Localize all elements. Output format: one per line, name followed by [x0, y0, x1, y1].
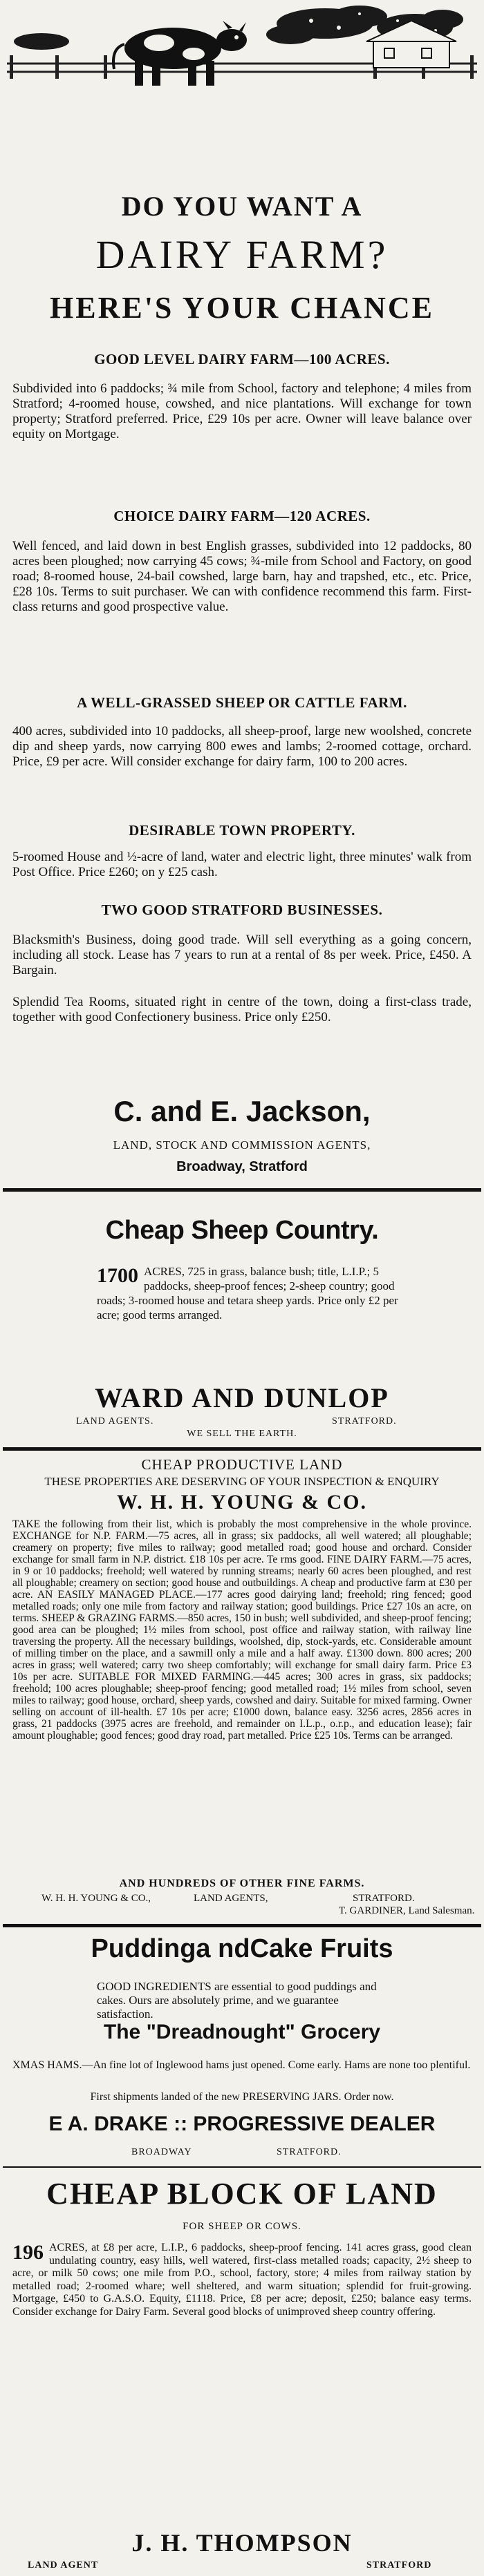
young-location: STRATFORD.	[353, 1893, 415, 1904]
drake-shop-name: The "Dreadnought" Grocery	[103, 2021, 381, 2043]
agent-role-jackson: LAND, STOCK AND COMMISSION AGENTS,	[113, 1138, 371, 1152]
block-acreage-figure: 196	[12, 2241, 44, 2264]
young-subtitle: THESE PROPERTIES ARE DESERVING OF YOUR INSPECTION & ENQUIRY	[44, 1475, 440, 1488]
heading-desirable-town-property: DESIRABLE TOWN PROPERTY.	[129, 822, 355, 839]
ad-title-cheap-productive-land: CHEAP PRODUCTIVE LAND	[141, 1456, 343, 1473]
listing-good-level-dairy-farm-text: Subdivided into 6 paddocks; ¾ mile from School, factory and telephone; 4 miles from Stratford; 4-roomed house, cowshed, and nice plantations. Will exchange for town property; Stratford preferred. Price, £29 10s per acre. Owner will leave balance over equity on Mortgage.	[12, 381, 472, 441]
divider	[3, 1188, 481, 1192]
heading-sheep-or-cattle-farm: A WELL-GRASSED SHEEP OR CATTLE FARM.	[77, 694, 407, 711]
agent-role-ward-dunlop: LAND AGENTS.	[76, 1416, 154, 1427]
drake-dealer-name: E A. DRAKE :: PROGRESSIVE DEALER	[48, 2112, 436, 2135]
agent-name-jackson: C. and E. Jackson,	[113, 1095, 371, 1127]
drake-location: STRATFORD.	[277, 2147, 342, 2157]
headline-dairy-farm: DAIRY FARM?	[95, 232, 389, 277]
agent-name-ward-dunlop: WARD AND DUNLOP	[95, 1382, 389, 1413]
drake-address: BROADWAY	[131, 2147, 192, 2157]
agent-name-thompson: J. H. THOMPSON	[131, 2529, 353, 2557]
listing-blacksmith-business-text: Blacksmith's Business, doing good trade. Will sell everything as a going concern, including all stock. Lease has 7 years to run at a rental of 8s per week. Price, £450. A Bargain.	[12, 933, 472, 977]
ad-text-cheap-block-of-land	[12, 2242, 472, 2318]
headline-chance: HERE'S YOUR CHANCE	[50, 291, 434, 325]
drake-intro-text: GOOD INGREDIENTS are essential to good puddings and cakes. Ours are absolutely prime, and we guarantee satisfaction.	[97, 1980, 377, 2021]
ad-title-pudding-cake-fruits: Puddinga ndCake Fruits	[91, 1934, 393, 1963]
listing-desirable-town-property-text: 5-roomed House and ½-acre of land, water and electric light, three minutes' walk from Post Office. Price £260; on y £25 cash.	[12, 850, 472, 879]
heading-choice-dairy-farm: CHOICE DAIRY FARM—120 ACRES.	[113, 508, 371, 524]
heading-good-level-dairy-farm: GOOD LEVEL DAIRY FARM—100 ACRES.	[94, 351, 390, 368]
listing-choice-dairy-farm-text: Well fenced, and laid down in best English grasses, subdivided into 12 paddocks, 80 acres been ploughed; now carrying 45 cows; ¾-mile from School and Factory, on good road; 8-roomed house, 24-bail cowshed, large barn, hay and trapshed, etc., etc. Price, £28 10s. Terms to suit purchaser. We can with confidence recommend this farm. First-class returns and good prospective value.	[12, 539, 472, 614]
ad-body-cheap-sheep-country: ACRES, 725 in grass, balance bush; title, L.I.P.; 5 paddocks, sheep-proof fences; 2-sheep country; good roads; 3-roomed house and tetara sheep yards. Price only £2 per acre; good terms arranged.	[97, 1265, 398, 1322]
dairy-farm-illustration	[0, 0, 484, 90]
ad-body-young: TAKE the following from their list, which is probably the most comprehensive in the whole province. EXCHANGE for N.P. FARM.—75 acres, all in grass; six paddocks, all well watered; all ploughable; creamery on property; five miles to railway; good metalled road; good house and orchard. Consider exchange for small farm in N.P. district. £18 10s per acre. Te rms good. FINE DAIRY FARM.—75 acres, in 9 or 10 paddocks; freehold; well watered by running streams; nearly 60 acres been ploughed, and rest all ploughable; creamery on section; good house and outbuildings. A cheap and productive farm at £30 per acre. AN EASILY MANAGED PLACE.—177 acres good dairying land; freehold; ring fenced; good metalled roads; only one mile from factory and railway station; good buildings. Price £27 10s an acre, on terms. SHEEP & GRAZING FARMS.—850 acres, 150 in bush; well subdivided, and sheep-proof fencing; good area can be ploughed; 1½ miles from school, post office and railway station, with railway line traversing the property. All the necessary buildings, woolshed, dip, stock-yards, etc. Considerable amount of milling timber on the place, and a sawmill only a mile and a half away. £1300 down. 800 acres; 200 acres in grass; well watered; carry two sheep comfortably; will exchange for small dairy farm. Price £3 10s per acre. SUITABLE FOR MIXED FARMING.—445 acres; 300 acres in grass, six paddocks; freehold; 100 acres ploughable; sheep-proof fencing; good metalled road; 1½ miles from school, seven miles to railway; good house, orchard, sheep yards, cowshed and dairy. Suitable for mixed farming. Owner selling on account of ill-health. £7 10s per acre; £1000 down, balance easy. 3256 acres, 2856 acres in grass, 21 paddocks (3975 acres are freehold, and remainder on I.L.p., o.r.p., and education lease); fair amount ploughable; good fences; good dray road, part metalled. Price £25 10s. Terms can be arranged.	[12, 1518, 472, 1742]
ad-title-cheap-block-of-land: CHEAP BLOCK OF LAND	[46, 2177, 438, 2211]
thompson-location: STRATFORD	[366, 2560, 432, 2570]
young-role: LAND AGENTS,	[194, 1893, 268, 1904]
ad-body-thompson: ACRES, at £8 per acre, L.I.P., 6 paddocks, sheep-proof fencing. 141 acres grass, good clean undulating country, easy hills, well watered, first-class metalled roads; capacity, 2½ sheep to acre, or milk 50 cows; one mile from P.O., school, factory, store; 4 miles from railway station by metalled road; 2-roomed whare; well sheltered, and warm situation; splendid for fruit-growing. Mortgage, £450 to G.A.S.O. Equity, £1118. Price, £8 per acre; deposit, £250; balance easy terms. Consider exchange for Dairy Farm. Several good blocks of unimproved sheep country offering.	[12, 2242, 472, 2318]
acreage-figure: 1700	[97, 1264, 138, 1287]
drake-preserving-jars-text: First shipments landed of the new PRESERVING JARS. Order now.	[90, 2091, 394, 2103]
ward-dunlop-slogan: WE SELL THE EARTH.	[187, 1429, 297, 1439]
divider	[3, 1924, 481, 1927]
ad-title-cheap-sheep-country: Cheap Sheep Country.	[105, 1216, 379, 1245]
ad-text-cheap-sheep-country	[97, 1264, 401, 1322]
drake-xmas-hams-text: XMAS HAMS.—An fine lot of Inglewood hams just opened. Come early. Hams are none too plentiful.	[12, 2059, 471, 2071]
listing-sheep-or-cattle-farm-text: 400 acres, subdivided into 10 paddocks, all sheep-proof, large new woolshed, concrete dip and sheep yards, now carrying 800 ewes and lambs; 2-roomed cottage, orchard. Price, £9 per acre. Will consider exchange for dairy farm, 100 to 200 acres.	[12, 724, 472, 769]
headline-question: DO YOU WANT A	[121, 191, 363, 222]
agent-name-young: W. H. H. YOUNG & CO.	[117, 1491, 367, 1514]
young-other-farms: AND HUNDREDS OF OTHER FINE FARMS.	[119, 1878, 365, 1889]
agent-location-ward-dunlop: STRATFORD.	[332, 1416, 397, 1427]
thompson-subtitle: FOR SHEEP OR COWS.	[183, 2221, 301, 2232]
thompson-role: LAND AGENT	[28, 2560, 99, 2570]
divider	[3, 1447, 481, 1451]
young-signature: W. H. H. YOUNG & CO.,	[41, 1893, 151, 1904]
listing-tea-rooms-text: Splendid Tea Rooms, situated right in centre of the town, doing a first-class trade, together with good Confectionery business. Price only £250.	[12, 995, 472, 1024]
young-salesman: T. GARDINER, Land Salesman.	[339, 1905, 475, 1916]
heading-stratford-businesses: TWO GOOD STRATFORD BUSINESSES.	[101, 901, 383, 918]
divider	[3, 2166, 481, 2168]
agent-address-jackson: Broadway, Stratford	[176, 1159, 308, 1174]
